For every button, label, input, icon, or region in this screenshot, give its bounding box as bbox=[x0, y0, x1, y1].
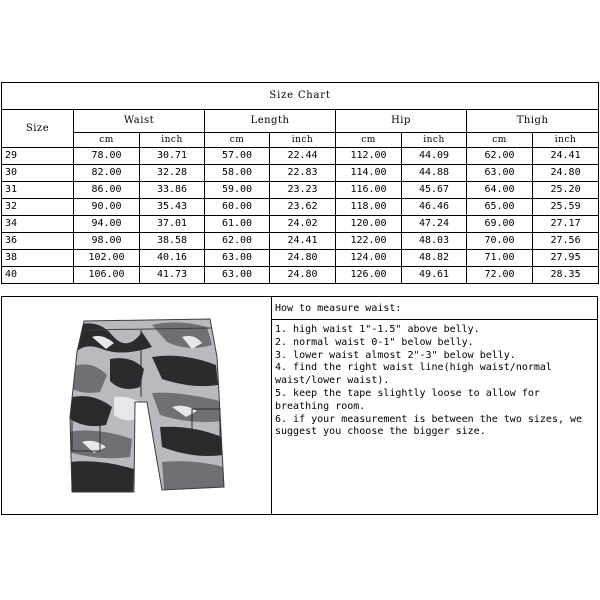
unit-header: cm bbox=[467, 133, 533, 148]
table-cell: 25.20 bbox=[533, 182, 599, 199]
unit-header: cm bbox=[205, 133, 270, 148]
group-header-hip: Hip bbox=[336, 110, 467, 133]
table-cell: 24.02 bbox=[270, 216, 336, 233]
size-cell: 30 bbox=[2, 165, 74, 182]
measure-step: 6. if your measurement is between the two sizes, we suggest you choose the bigger size. bbox=[275, 413, 583, 438]
table-cell: 49.61 bbox=[402, 267, 467, 284]
table-cell: 62.00 bbox=[205, 233, 270, 250]
table-cell: 112.00 bbox=[336, 148, 402, 165]
measure-title: How to measure waist: bbox=[272, 297, 597, 320]
size-cell: 32 bbox=[2, 199, 74, 216]
measure-step: 3. lower waist almost 2"-3" below belly. bbox=[275, 349, 516, 361]
unit-header: inch bbox=[270, 133, 336, 148]
table-cell: 23.23 bbox=[270, 182, 336, 199]
table-cell: 86.00 bbox=[74, 182, 140, 199]
table-cell: 30.71 bbox=[140, 148, 205, 165]
measure-section bbox=[1, 296, 598, 515]
table-cell: 35.43 bbox=[140, 199, 205, 216]
table-cell: 122.00 bbox=[336, 233, 402, 250]
size-chart-body bbox=[2, 148, 599, 284]
size-cell: 40 bbox=[2, 267, 74, 284]
measure-step: 5. keep the tape slightly loose to allow for breathing room. bbox=[275, 387, 540, 412]
table-cell: 24.80 bbox=[270, 250, 336, 267]
table-cell: 120.00 bbox=[336, 216, 402, 233]
table-cell: 63.00 bbox=[205, 250, 270, 267]
table-cell: 118.00 bbox=[336, 199, 402, 216]
table-cell: 90.00 bbox=[74, 199, 140, 216]
size-cell: 34 bbox=[2, 216, 74, 233]
table-cell: 40.16 bbox=[140, 250, 205, 267]
size-chart-table bbox=[1, 82, 599, 284]
table-cell: 22.83 bbox=[270, 165, 336, 182]
table-row bbox=[2, 216, 599, 233]
table-row bbox=[2, 250, 599, 267]
table-cell: 24.80 bbox=[270, 267, 336, 284]
table-cell: 27.56 bbox=[533, 233, 599, 250]
table-cell: 60.00 bbox=[205, 199, 270, 216]
camo-cargo-shorts-photo bbox=[2, 297, 271, 514]
table-cell: 48.03 bbox=[402, 233, 467, 250]
unit-header: cm bbox=[336, 133, 402, 148]
group-header-waist: Waist bbox=[74, 110, 205, 133]
table-cell: 23.62 bbox=[270, 199, 336, 216]
table-cell: 24.80 bbox=[533, 165, 599, 182]
table-cell: 41.73 bbox=[140, 267, 205, 284]
group-header-length: Length bbox=[205, 110, 336, 133]
size-cell: 31 bbox=[2, 182, 74, 199]
table-cell: 126.00 bbox=[336, 267, 402, 284]
table-cell: 61.00 bbox=[205, 216, 270, 233]
table-cell: 27.95 bbox=[533, 250, 599, 267]
table-cell: 65.00 bbox=[467, 199, 533, 216]
table-cell: 98.00 bbox=[74, 233, 140, 250]
table-cell: 22.44 bbox=[270, 148, 336, 165]
measure-step: 2. normal waist 0-1" below belly. bbox=[275, 336, 474, 348]
table-cell: 102.00 bbox=[74, 250, 140, 267]
table-row bbox=[2, 165, 599, 182]
unit-header: cm bbox=[74, 133, 140, 148]
table-cell: 33.86 bbox=[140, 182, 205, 199]
table-cell: 44.88 bbox=[402, 165, 467, 182]
measure-list bbox=[272, 320, 597, 439]
table-cell: 124.00 bbox=[336, 250, 402, 267]
size-cell: 36 bbox=[2, 233, 74, 250]
unit-header: inch bbox=[533, 133, 599, 148]
size-header: Size bbox=[2, 110, 74, 148]
table-cell: 62.00 bbox=[467, 148, 533, 165]
table-cell: 45.67 bbox=[402, 182, 467, 199]
table-cell: 63.00 bbox=[205, 267, 270, 284]
table-cell: 44.09 bbox=[402, 148, 467, 165]
table-cell: 69.00 bbox=[467, 216, 533, 233]
group-header-thigh: Thigh bbox=[467, 110, 599, 133]
size-cell: 29 bbox=[2, 148, 74, 165]
table-cell: 72.00 bbox=[467, 267, 533, 284]
table-cell: 71.00 bbox=[467, 250, 533, 267]
table-cell: 94.00 bbox=[74, 216, 140, 233]
table-cell: 82.00 bbox=[74, 165, 140, 182]
size-cell: 38 bbox=[2, 250, 74, 267]
measure-step: 4. find the right waist line(high waist/normal waist/lower waist). bbox=[275, 362, 552, 387]
table-cell: 59.00 bbox=[205, 182, 270, 199]
product-photo-panel bbox=[2, 297, 272, 514]
table-cell: 38.58 bbox=[140, 233, 205, 250]
table-cell: 70.00 bbox=[467, 233, 533, 250]
table-cell: 57.00 bbox=[205, 148, 270, 165]
table-cell: 24.41 bbox=[533, 148, 599, 165]
unit-header: inch bbox=[402, 133, 467, 148]
unit-header: inch bbox=[140, 133, 205, 148]
table-row bbox=[2, 199, 599, 216]
table-cell: 25.59 bbox=[533, 199, 599, 216]
measure-instructions bbox=[272, 297, 597, 514]
table-cell: 114.00 bbox=[336, 165, 402, 182]
table-cell: 116.00 bbox=[336, 182, 402, 199]
table-cell: 37.01 bbox=[140, 216, 205, 233]
table-cell: 64.00 bbox=[467, 182, 533, 199]
table-cell: 24.41 bbox=[270, 233, 336, 250]
table-cell: 78.00 bbox=[74, 148, 140, 165]
measure-step: 1. high waist 1"-1.5" above belly. bbox=[275, 324, 480, 335]
table-cell: 63.00 bbox=[467, 165, 533, 182]
table-cell: 32.28 bbox=[140, 165, 205, 182]
table-row bbox=[2, 148, 599, 165]
table-cell: 48.82 bbox=[402, 250, 467, 267]
table-row bbox=[2, 182, 599, 199]
size-chart-title: Size Chart bbox=[2, 83, 599, 110]
table-cell: 46.46 bbox=[402, 199, 467, 216]
table-row bbox=[2, 267, 599, 284]
table-cell: 106.00 bbox=[74, 267, 140, 284]
table-cell: 28.35 bbox=[533, 267, 599, 284]
table-row bbox=[2, 233, 599, 250]
table-cell: 58.00 bbox=[205, 165, 270, 182]
table-cell: 27.17 bbox=[533, 216, 599, 233]
table-cell: 47.24 bbox=[402, 216, 467, 233]
